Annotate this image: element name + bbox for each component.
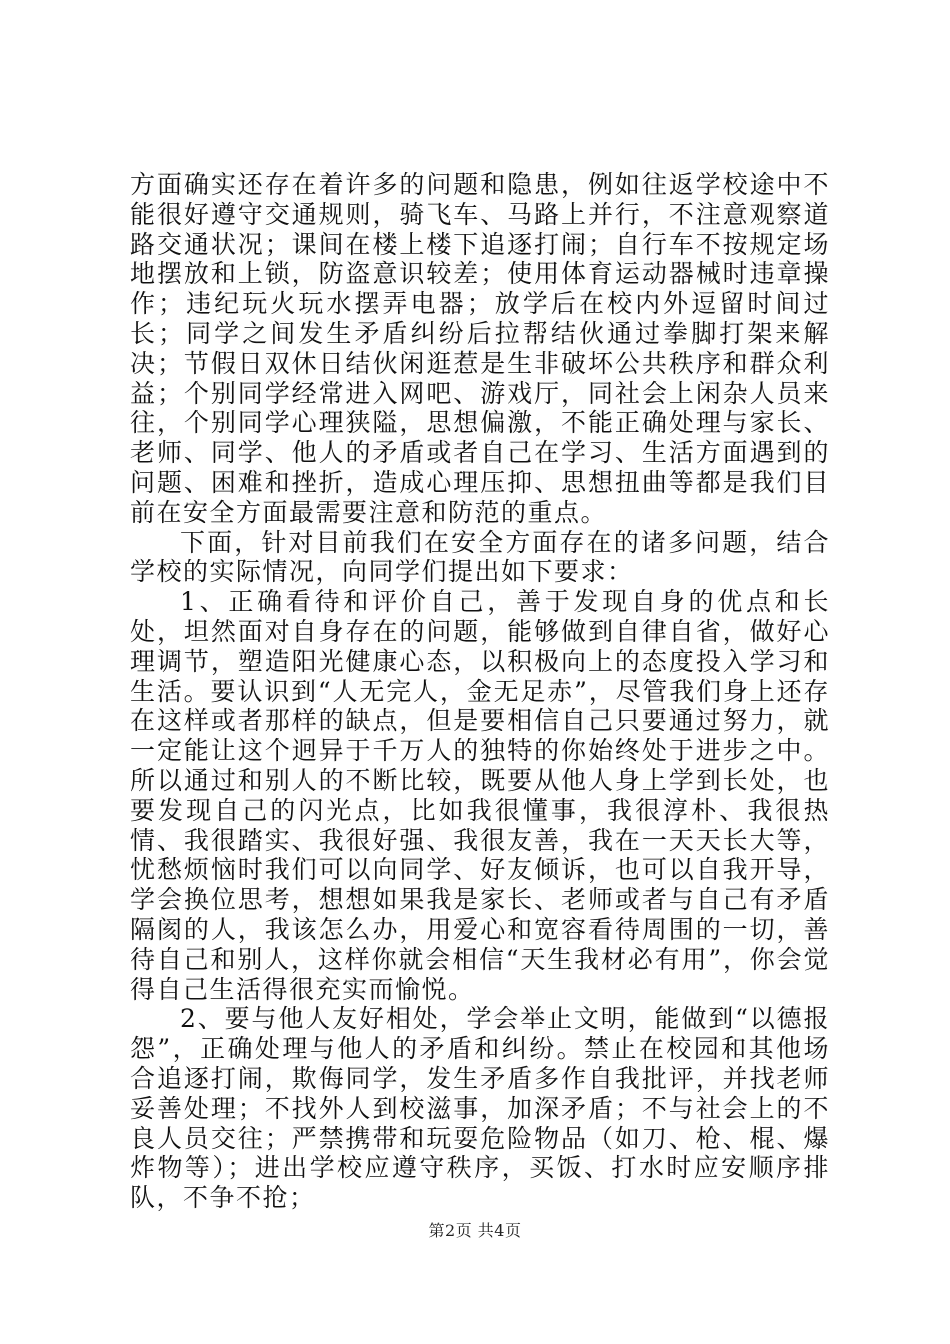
paragraph-3: 1、正确看待和评价自己，善于发现自身的优点和长处，坦然面对自身存在的问题，能够做到自律自省，做好心理调节，塑造阳光健康心态，以积极向上的态度投入学习和生活。要认识到“人无完人，金无足赤”，尽管我们身上还存在这样或者那样的缺点，但是要相信自己只要通过努力，就一定能让这个迥异于千万人的独特的你始终处于进步之中。所以通过和别人的不断比较，既要从他人身上学到长处，也要发现自己的闪光点，比如我很懂事，我很淳朴、我很热情、我很踏实、我很好强、我很友善，我在一天天长大等，忧愁烦恼时我们可以向同学、好友倾诉，也可以自我开导，学会换位思考，想想如果我是家长、老师或者与自己有矛盾隔阂的人，我该怎么办，用爱心和宽容看待周围的一切，善待自己和别人，这样你就会相信“天生我材必有用”，你会觉得自己生活得很充实而愉悦。 xyxy=(130,587,830,1004)
paragraph-4: 2、要与他人友好相处，学会举止文明，能做到“以德报怨”，正确处理与他人的矛盾和纠纷。禁止在校园和其他场合追逐打闹，欺侮同学，发生矛盾多作自我批评，并找老师妥善处理；不找外人到校滋事，加深矛盾；不与社会上的不良人员交往；严禁携带和玩耍危险物品（如刀、枪、棍、爆炸物等）；进出学校应遵守秩序，买饭、打水时应安顺序排队，不争不抢； xyxy=(130,1004,830,1213)
paragraph-2: 下面，针对目前我们在安全方面存在的诸多问题，结合学校的实际情况，向同学们提出如下要求： xyxy=(130,527,830,587)
page-number-footer: 第2页 共4页 xyxy=(428,1221,522,1240)
document-body xyxy=(130,170,830,1213)
paragraph-1: 方面确实还存在着许多的问题和隐患，例如往返学校途中不能很好遵守交通规则，骑飞车、马路上并行，不注意观察道路交通状况；课间在楼上楼下追逐打闹；自行车不按规定场地摆放和上锁，防盗意识较差；使用体育运动器械时违章操作；违纪玩火玩水摆弄电器；放学后在校内外逗留时间过长；同学之间发生矛盾纠纷后拉帮结伙通过拳脚打架来解决；节假日双休日结伙闲逛惹是生非破坏公共秩序和群众利益；个别同学经常进入网吧、游戏厅，同社会上闲杂人员来往，个别同学心理狭隘，思想偏激，不能正确处理与家长、老师、同学、他人的矛盾或者自己在学习、生活方面遇到的问题、困难和挫折，造成心理压抑、思想扭曲等都是我们目前在安全方面最需要注意和防范的重点。 xyxy=(130,170,830,527)
